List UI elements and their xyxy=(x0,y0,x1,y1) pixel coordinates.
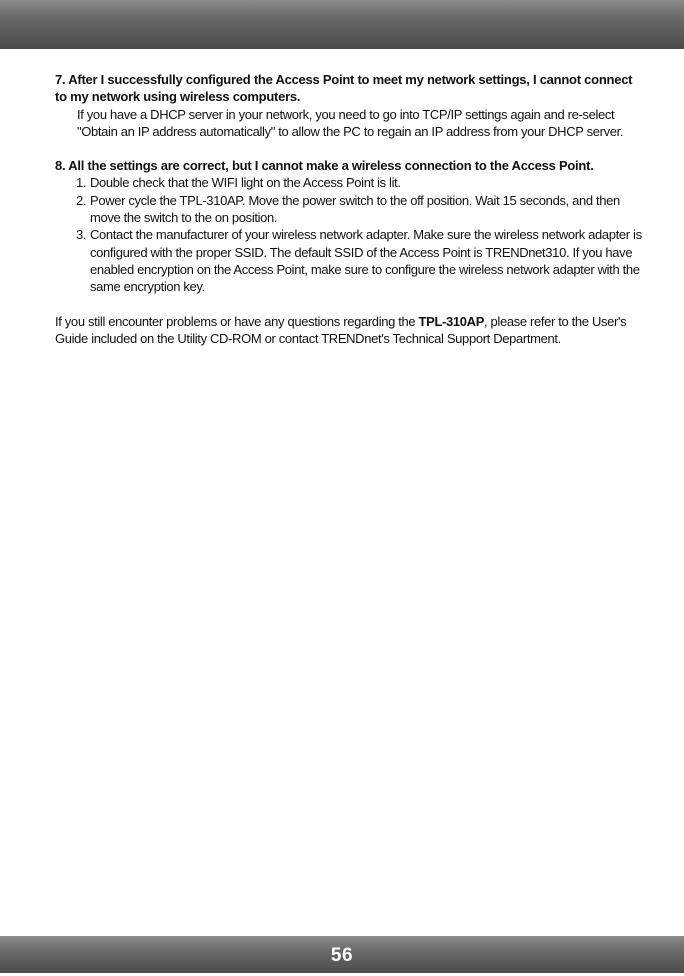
spacer xyxy=(55,140,645,157)
step-number: 3. xyxy=(76,227,87,243)
faq-8-step-2 xyxy=(55,192,645,227)
faq-item-7 xyxy=(55,71,645,140)
document-body xyxy=(55,71,645,347)
step-text: Power cycle the TPL-310AP. Move the power switch to the off position. Wait 15 seconds, and then move the switch to the on position. xyxy=(90,192,620,226)
support-note-lead: If you still encounter problems or have any questions regarding the xyxy=(55,313,419,329)
support-note-tail: , please refer to the User's Guide included on the Utility CD-ROM or contact TRENDnet's Technical Support Department. xyxy=(55,313,627,346)
faq-7-answer: If you have a DHCP server in your network, you need to go into TCP/IP settings again and re-select "Obtain an IP address automatically" to allow the PC to regain an IP address from your DHCP server. xyxy=(77,106,624,139)
support-note xyxy=(55,313,645,348)
faq-7-question: 7. After I successfully configured the Access Point to meet my network settings, I cannot connect to my network using wireless computers. xyxy=(55,72,633,105)
spacer xyxy=(55,296,645,313)
faq-8-step-3 xyxy=(55,226,645,295)
product-name: TPL-310AP xyxy=(418,313,485,329)
step-number: 1. xyxy=(76,175,87,191)
step-number: 2. xyxy=(76,192,87,208)
faq-8-steps xyxy=(55,174,645,295)
step-text: Contact the manufacturer of your wireless network adapter. Make sure the wireless network adapter is configured with the proper SSID. The default SSID of the Access Point is TRENDnet310. If you have enabled encryption on the Access Point, make sure to configure the wireless network adapter with the same encryption key. xyxy=(90,227,642,295)
faq-8-step-1 xyxy=(55,174,645,191)
header-bar xyxy=(0,0,684,49)
faq-8-question: 8. All the settings are correct, but I cannot make a wireless connection to the Access Point. xyxy=(55,158,594,174)
page-number: 56 xyxy=(330,945,354,966)
faq-item-8 xyxy=(55,157,645,295)
step-text: Double check that the WIFI light on the Access Point is lit. xyxy=(90,175,401,191)
